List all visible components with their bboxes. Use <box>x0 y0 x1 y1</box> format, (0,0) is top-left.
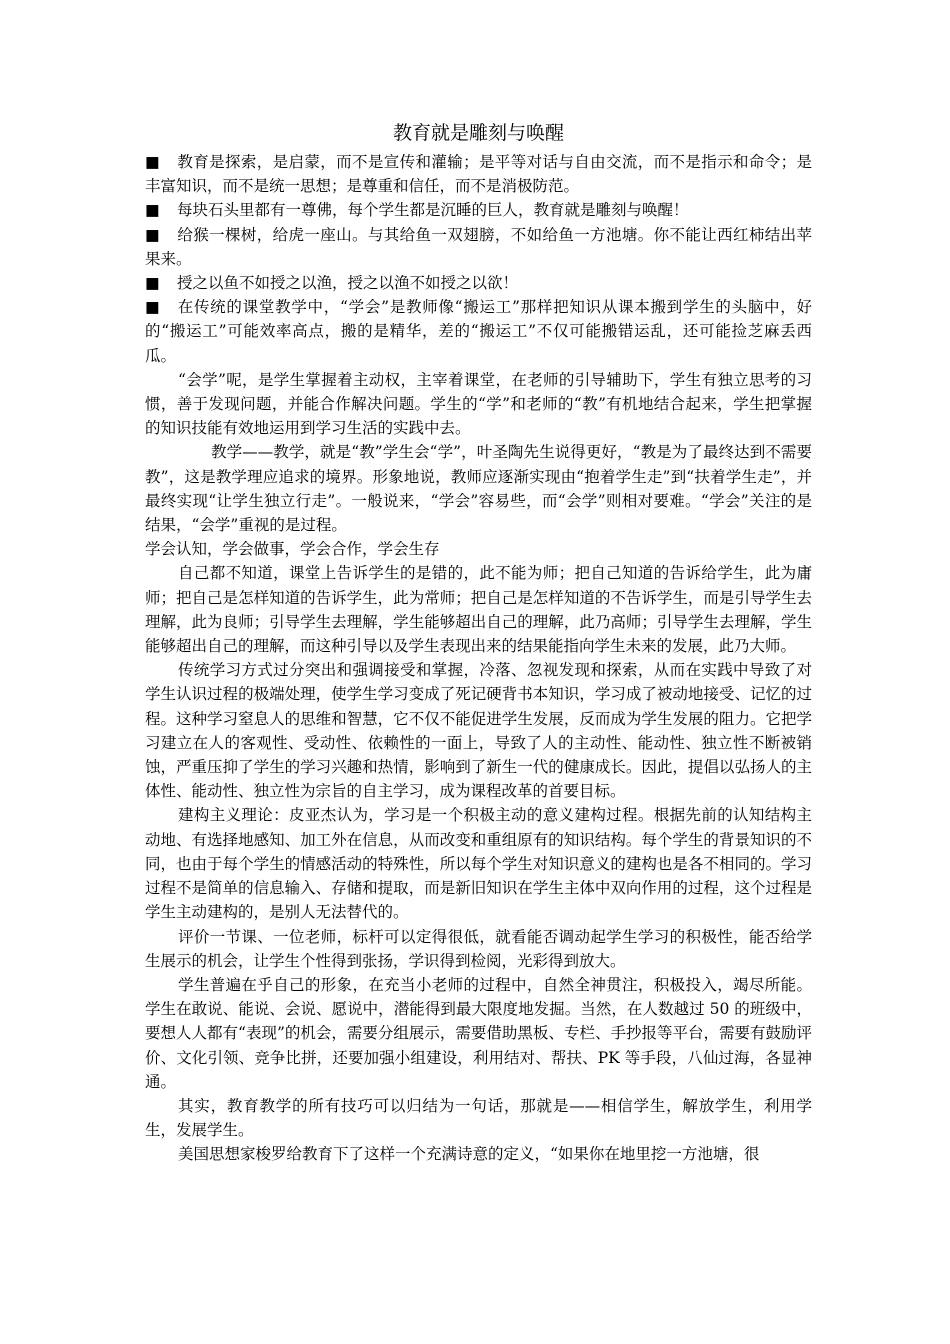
bullet-text: 授之以鱼不如授之以渔，授之以渔不如授之以欲！ <box>177 274 519 293</box>
bullet-square-icon: ■ <box>145 201 160 220</box>
bullet-text: 在传统的课堂教学中，“学会”是教师像“搬运工”那样把知识从课本搬到学生的头脑中，好的“搬运工”可能效率高点，搬的是精华，差的“搬运工”不仅可能搬错运乱，还可能捡芝麻丢西瓜。 <box>145 298 812 365</box>
paragraph-student-image: 学生普遍在乎自己的形象，在充当小老师的过程中，自然全神贯注，积极投入，竭尽所能。学生在敢说、能说、会说、愿说中，潜能得到最大限度地发掘。当然，在人数越过 50 的班级中，要想人人都有“表现”的机会，需要分组展示，需要借助黑板、专栏、手抄报等平台，需要有鼓励评价、文化引领、竞争比拼，还要加强小组建设，利用结对、帮扶、PK 等手段，八仙过海，各显神通。 <box>145 975 812 1091</box>
paragraph-lesson-evaluation: 评价一节课、一位老师，标杆可以定得很低，就看能否调动起学生学习的积极性，能否给学生展示的机会，让学生个性得到张扬，学识得到检阅，光彩得到放大。 <box>145 927 812 970</box>
paragraph-thoreau: 美国思想家梭罗给教育下了这样一个充满诗意的定义，“如果你在地里挖一方池塘，很 <box>178 1145 760 1164</box>
document-page <box>145 118 812 1167</box>
bullet-square-icon: ■ <box>145 225 160 244</box>
paragraph-teaching-skills: 其实，教育教学的所有技巧可以归结为一句话，那就是——相信学生，解放学生，利用学生，发展学生。 <box>145 1096 812 1140</box>
bullet-square-icon: ■ <box>145 298 160 317</box>
bullet-item <box>145 223 812 271</box>
bullet-item <box>145 198 812 222</box>
paragraph-jiao-xue: 教学——教学，就是“教”学生会“学”，叶圣陶先生说得更好，“教是为了最终达到不需要教”，这是教学理应追求的境界。形象地说，教师应逐渐实现由“抱着学生走”到“扶着学生走”，并最终实现“让学生独立行走”。一般说来，“学会”容易些，而“会学”则相对要难。“学会”关注的是结果，“会学”重视的是过程。 <box>145 443 812 535</box>
document-title: 教育就是雕刻与唤醒 <box>392 122 564 144</box>
bullet-square-icon: ■ <box>145 153 160 171</box>
bullet-item <box>145 295 812 368</box>
bullet-item <box>145 271 812 295</box>
bullet-item <box>145 150 812 198</box>
bullet-text: 给猴一棵树，给虎一座山。与其给鱼一双翅膀，不如给鱼一方池塘。你不能让西红柿结出苹果来。 <box>145 225 812 268</box>
paragraph-traditional-learning: 传统学习方式过分突出和强调接受和掌握，冷落、忽视发现和探索，从而在实践中导致了对学生认识过程的极端处理，使学生学习变成了死记硬背书本知识，学习成了被动地接受、记忆的过程。这种学习窒息人的思维和智慧，它不仅不能促进学生发展，反而成为学生发展的阻力。它把学习建立在人的客观性、受动性、依赖性的一面上，导致了人的主动性、能动性、独立性不断被销蚀，严重压抑了学生的学习兴趣和热情，影响到了新生一代的健康成长。因此，提倡以弘扬人的主体性、能动性、独立性为宗旨的自主学习，成为课程改革的首要目标。 <box>145 661 812 801</box>
paragraph-four-learnings: 学会认知，学会做事，学会合作，学会生存 <box>145 540 440 559</box>
paragraph-teacher-levels: 自己都不知道，课堂上告诉学生的是错的，此不能为师；把自己知道的告诉给学生，此为庸师；把自己是怎样知道的告诉学生，此为常师；把自己是怎样知道的不告诉学生，而是引导学生去理解，此为良师；引导学生去理解，学生能够超出自己的理解，此乃高师；引导学生去理解，学生能够超出自己的理解，而这种引导以及学生表现出来的结果能指向学生未来的发展，此乃大师。 <box>145 564 812 656</box>
bullet-text: 每块石头里都有一尊佛，每个学生都是沉睡的巨人，教育就是雕刻与唤醒！ <box>177 201 689 220</box>
paragraph-hui-xue: “会学”呢，是学生掌握着主动权，主宰着课堂，在老师的引导辅助下，学生有独立思考的习惯，善于发现问题，并能合作解决问题。学生的“学”和老师的“教”有机地结合起来，学生把掌握的知识技能有效地运用到学习生活的实践中去。 <box>145 370 812 438</box>
paragraph-constructivism: 建构主义理论：皮亚杰认为，学习是一个积极主动的意义建构过程。根据先前的认知结构主动地、有选择地感知、加工外在信息，从而改变和重组原有的知识结构。每个学生的背景知识的不同，也由于每个学生的情感活动的特殊性，所以每个学生对知识意义的建构也是各不相同的。学习过程不是简单的信息输入、存储和提取，而是新旧知识在学生主体中双向作用的过程，这个过程是学生主动建构的，是别人无法替代的。 <box>145 806 812 922</box>
bullet-square-icon: ■ <box>145 274 160 293</box>
bullet-text: 教育是探索，是启蒙，而不是宣传和灌输；是平等对话与自由交流，而不是指示和命令；是丰富知识，而不是统一思想；是尊重和信任，而不是消极防范。 <box>145 153 812 196</box>
